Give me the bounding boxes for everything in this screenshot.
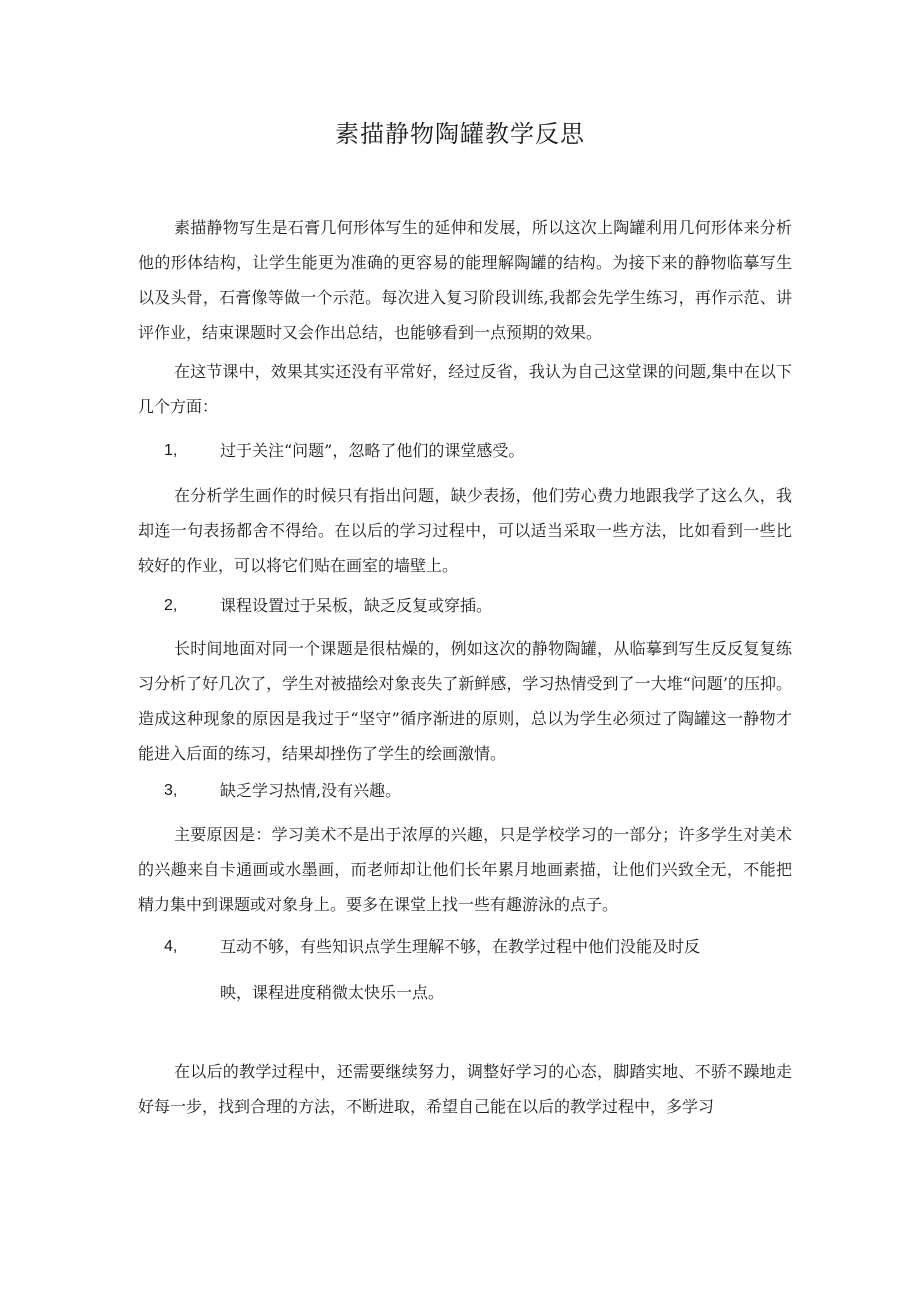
point-3-title: 缺乏学习热情,没有兴趣。 bbox=[220, 781, 402, 800]
point-4-heading bbox=[138, 929, 792, 964]
document-title: 素描静物陶罐教学反思 bbox=[335, 120, 585, 148]
point-1-body: 在分析学生画作的时候只有指出问题，缺少表扬，他们劳心费力地跟我学了这么久，我却连一句表扬都舍不得给。在以后的学习过程中，可以适当采取一些方法，比如看到一些比较好的作业，可以将它们贴在画室的墙壁上。 bbox=[138, 486, 792, 575]
point-1-number: 1, bbox=[164, 442, 178, 459]
intro-paragraph: 素描静物写生是石膏几何形体写生的延伸和发展，所以这次上陶罐利用几何形体来分析他的形体结构，让学生能更为准确的更容易的能理解陶罐的结构。为接下来的静物临摹写生以及头骨，石膏像等做一个示范。每次进入复习阶段训练,我都会先学生练习，再作示范、讲评作业，结束课题时又会作出总结，也能够看到一点预期的效果。 bbox=[138, 218, 792, 342]
point-2-number: 2, bbox=[164, 597, 178, 614]
problems-intro-paragraph: 在这节课中，效果其实还没有平常好，经过反省，我认为自己这堂课的问题,集中在以下几个方面： bbox=[138, 362, 792, 416]
point-4-continuation: 映，课程进度稍微太快乐一点。 bbox=[220, 983, 445, 1002]
point-2-heading bbox=[138, 588, 792, 623]
point-4-title: 互动不够，有些知识点学生理解不够，在教学过程中他们没能及时反 bbox=[220, 937, 701, 956]
point-3-body: 主要原因是：学习美术不是出于浓厚的兴趣，只是学校学习的一部分；许多学生对美术的兴趣来自卡通画或水墨画，而老师却让他们长年累月地画素描，让他们兴致全无，不能把精力集中到课题或对象身上。要多在课堂上找一些有趣游泳的点子。 bbox=[138, 825, 792, 914]
point-3-number: 3, bbox=[164, 782, 178, 799]
point-1-heading bbox=[138, 433, 792, 468]
closing-paragraph: 在以后的教学过程中，还需要继续努力，调整好学习的心态，脚踏实地、不骄不躁地走好每一步，找到合理的方法，不断进取，希望自己能在以后的教学过程中，多学习 bbox=[138, 1062, 792, 1116]
point-4-number: 4, bbox=[164, 938, 178, 955]
point-2-title: 课程设置过于呆板，缺乏反复或穿插。 bbox=[220, 596, 493, 615]
point-3-heading bbox=[138, 773, 792, 808]
point-2-body: 长时间地面对同一个课题是很枯燥的，例如这次的静物陶罐，从临摹到写生反反复复练习分析了好几次了，学生对被描绘对象丧失了新鲜感，学习热情受到了一大堆“问题’的压抑。造成这种现象的原因是我过于“坚守”循序渐进的原则，总以为学生必须过了陶罐这一静物才能进入后面的练习，结果却挫伤了学生的绘画激情。 bbox=[138, 639, 792, 763]
point-1-title: 过于关注“问题”，忽略了他们的课堂感受。 bbox=[220, 441, 525, 460]
